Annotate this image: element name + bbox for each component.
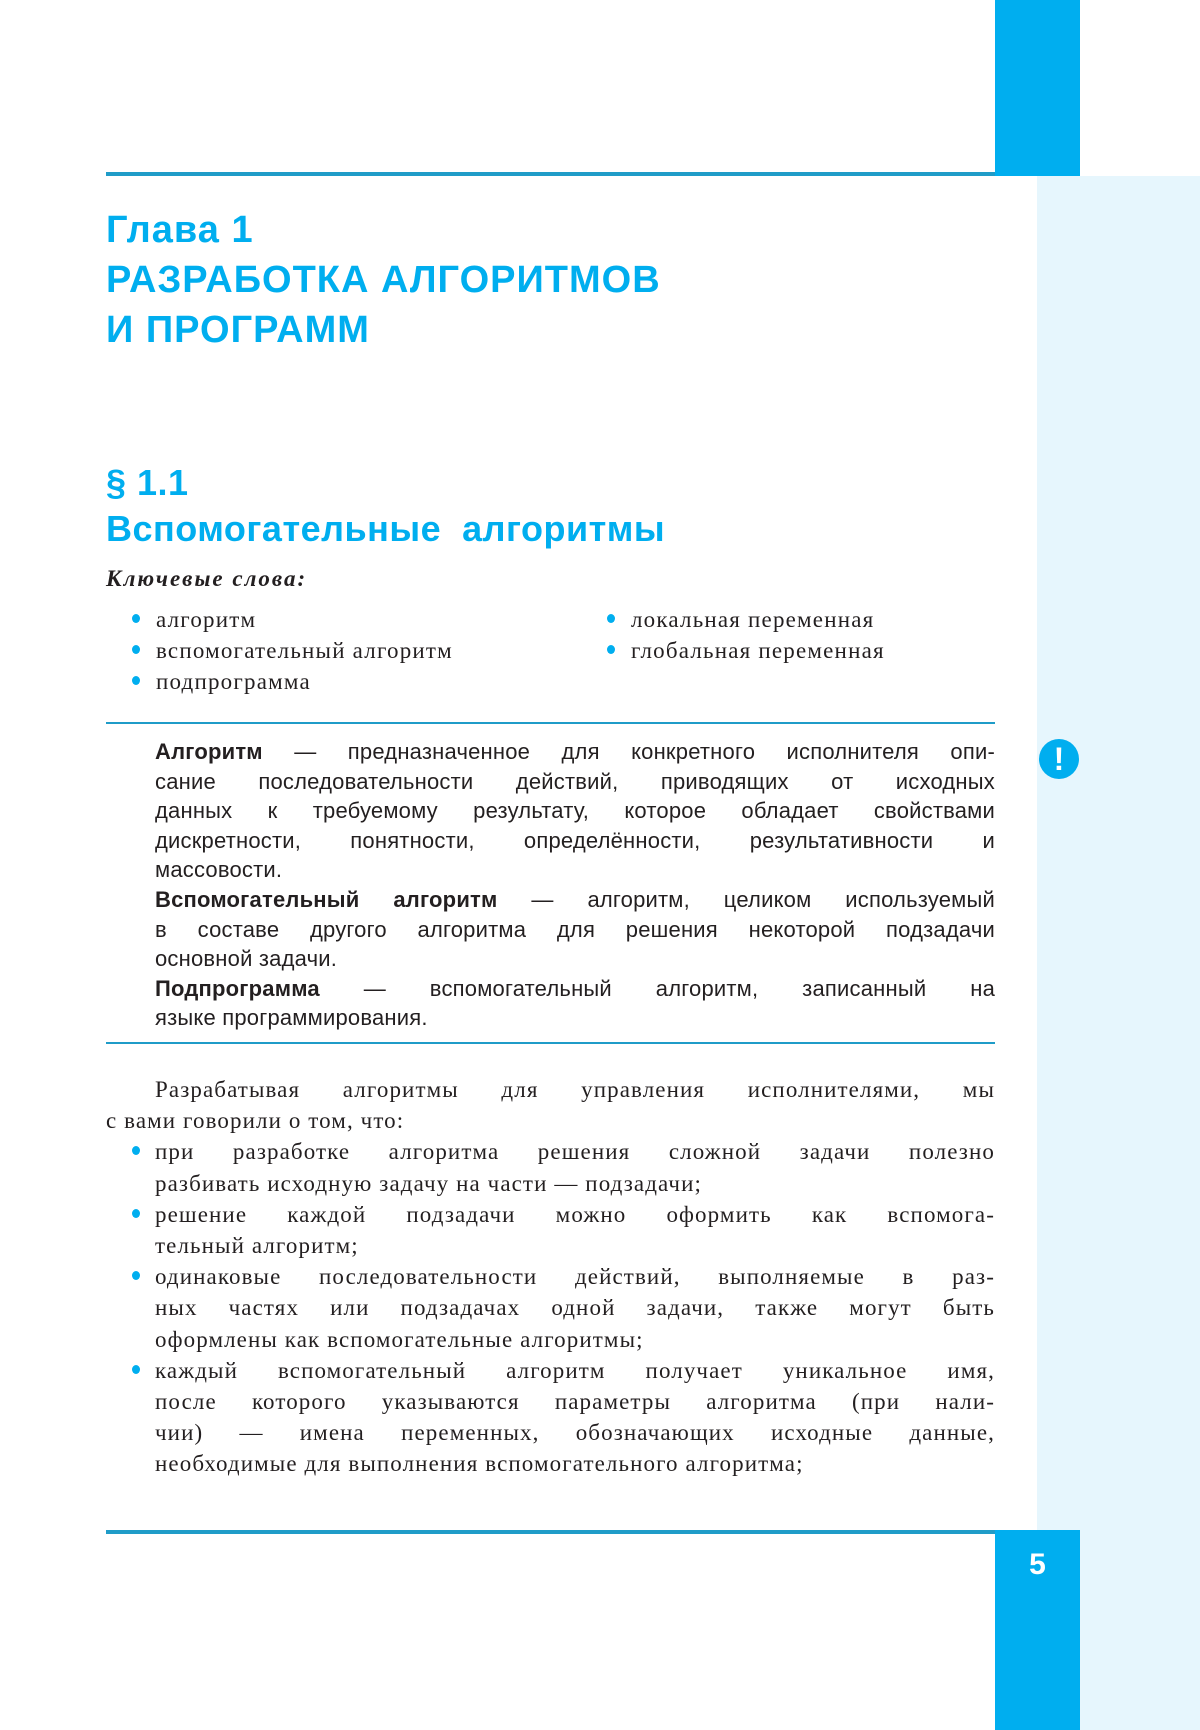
- definition-text: — предназначенное для конкретного исполнителя опи-: [294, 739, 995, 764]
- definition-line: сание последовательности действий, приводящих от исходных: [155, 768, 995, 794]
- definition-line: [155, 737, 995, 767]
- exclamation-icon: !: [1039, 739, 1079, 779]
- bullet-line: чии) — имена переменных, обозначающих исходные данные,: [155, 1420, 995, 1446]
- chapter-label: Глава 1: [106, 209, 254, 251]
- definition-line: дискретности, понятности, определённости, результативности и: [155, 827, 995, 853]
- bullet-line: при разработке алгоритма решения сложной задачи полезно: [106, 1136, 995, 1167]
- definition-line: массовости.: [155, 857, 283, 883]
- definition-line: [155, 885, 995, 915]
- body-text: [106, 1074, 995, 1480]
- definitions-bottom-rule: [106, 1042, 995, 1044]
- bullet-line: после которого указываются параметры алгоритма (при нали-: [155, 1389, 995, 1415]
- definition-term: Алгоритм: [155, 739, 263, 764]
- keyword-item: подпрограмма: [106, 666, 453, 697]
- bullet-line: каждый вспомогательный алгоритм получает уникальное имя,: [106, 1355, 995, 1386]
- bullet-line: разбивать исходную задачу на части — подзадачи;: [155, 1170, 702, 1196]
- definition-text: — алгоритм, целиком используемый: [531, 886, 995, 912]
- keyword-item: локальная переменная: [581, 604, 885, 635]
- definition-text: — вспомогательный алгоритм, записанный на: [363, 975, 996, 1001]
- paragraph-line: Разрабатывая алгоритмы для управления исполнителями, мы: [155, 1077, 995, 1102]
- chapter-heading: [106, 205, 661, 355]
- top-tab-block: [995, 0, 1080, 176]
- bullet-line: ных частях или подзадачах одной задачи, также могут быть: [155, 1295, 995, 1321]
- definitions-top-rule: [106, 722, 995, 724]
- keywords-title: Ключевые слова:: [106, 566, 308, 591]
- paragraph-line: с вами говорили о том, что:: [106, 1108, 405, 1134]
- keywords-column-2: [581, 604, 885, 666]
- keyword-item: вспомогательный алгоритм: [106, 635, 453, 666]
- definition-line: данных к требуемому результату, которое обладает свойствами: [155, 798, 995, 824]
- bottom-rule: [106, 1530, 995, 1534]
- chapter-title-line: РАЗРАБОТКА АЛГОРИТМОВ: [106, 259, 661, 301]
- top-rule: [106, 172, 995, 176]
- section-title: Вспомогательные алгоритмы: [106, 508, 666, 549]
- keyword-item: глобальная переменная: [581, 635, 885, 666]
- bullet-line: тельный алгоритм;: [155, 1233, 359, 1259]
- bullet-line: одинаковые последовательности действий, выполняемые в раз-: [106, 1261, 995, 1292]
- bullet-line: оформлены как вспомогательные алгоритмы;: [155, 1326, 644, 1352]
- definition-term: Подпрограмма: [155, 975, 320, 1001]
- bullet-line: решение каждой подзадачи можно оформить как вспомога-: [106, 1199, 995, 1230]
- bullet-line: необходимые для выполнения вспомогательного алгоритма;: [155, 1451, 804, 1477]
- definition-line: основной задачи.: [155, 946, 338, 972]
- definitions-box: [155, 737, 995, 1033]
- margin-strip: [1037, 176, 1200, 1730]
- definition-line: в составе другого алгоритма для решения некоторой подзадачи: [155, 916, 995, 942]
- page-number: 5: [1029, 1548, 1046, 1581]
- chapter-title-line: И ПРОГРАММ: [106, 309, 370, 351]
- definition-line: [155, 974, 995, 1004]
- keyword-item: алгоритм: [106, 604, 453, 635]
- definition-line: языке программирования.: [155, 1005, 428, 1031]
- keywords-column-1: [106, 604, 453, 697]
- section-number: § 1.1: [106, 462, 189, 503]
- definition-term: Вспомогательный алгоритм: [155, 886, 498, 912]
- section-heading: [106, 460, 665, 552]
